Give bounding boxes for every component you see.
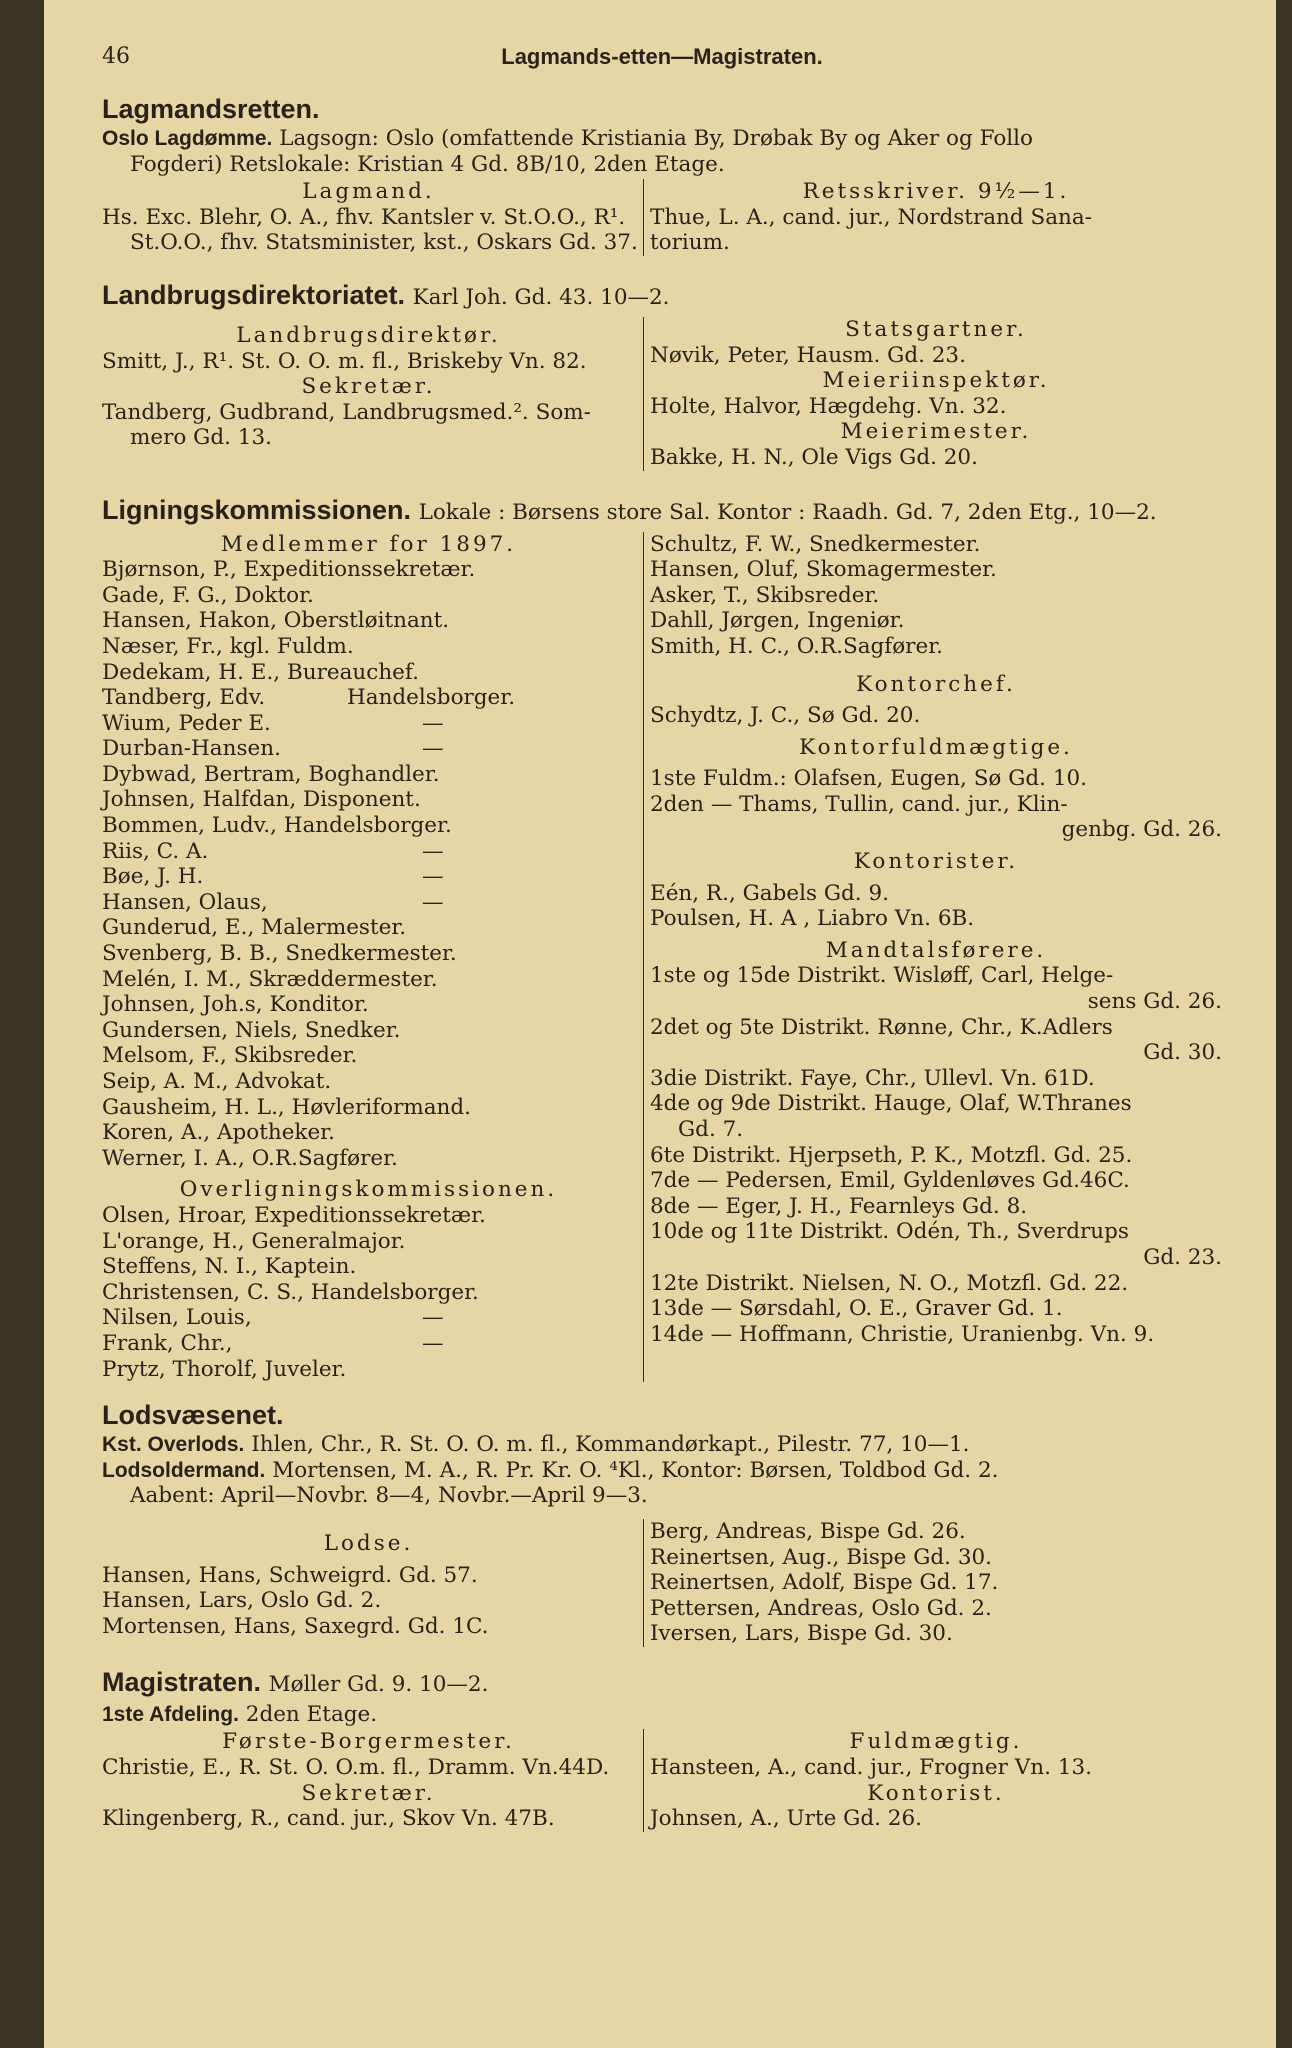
left-column xyxy=(102,179,644,256)
member-name: Melsom, F., Skibsreder. xyxy=(102,1043,358,1069)
member-entry xyxy=(102,1069,635,1095)
member-entry xyxy=(102,787,635,813)
member-name: Prytz, Thorolf, Juveler. xyxy=(102,1356,347,1382)
left-column xyxy=(102,1729,644,1831)
right-column xyxy=(644,1519,1222,1647)
entry-line: 3die Distrikt. Faye, Chr., Ullevl. Vn. 61D. xyxy=(650,1065,1095,1091)
member-entry xyxy=(102,941,635,967)
member-name: L'orange, H., Generalmajor. xyxy=(102,1228,406,1254)
member-name: Næser, Fr., kgl. Fuldm. xyxy=(102,633,354,659)
heading-retsskriver: Retsskriver. 9½—1. xyxy=(802,179,1070,205)
entry-line: Gd. 23. xyxy=(1143,1244,1222,1270)
member-entry xyxy=(102,557,635,583)
member-descriptor: Handelsborger. xyxy=(347,685,516,711)
entry-line: Schydtz, J. C., Sø Gd. 20. xyxy=(650,703,921,729)
member-name: Nilsen, Louis, xyxy=(102,1305,252,1331)
intro-label: Oslo Lagdømme. xyxy=(102,127,273,150)
member-name: Johnsen, Joh.s, Konditor. xyxy=(102,992,369,1018)
member-name: Steffens, N. I., Kaptein. xyxy=(102,1254,357,1280)
heading-meierimester: Meierimester. xyxy=(840,419,1032,445)
entry-line: Smitt, J., R¹. St. O. O. m. fl., Briskeby Vn. 82. xyxy=(102,348,587,374)
overlods-text: Ihlen, Chr., R. St. O. O. m. fl., Kommandørkapt., Pilestr. 77, 10—1. xyxy=(251,1432,970,1458)
member-entry xyxy=(102,915,635,941)
directory-page xyxy=(44,0,1276,2048)
entry-line: Hansen, Hans, Schweigrd. Gd. 57. xyxy=(102,1562,478,1588)
entry-line: Christie, E., R. St. O. O.m. fl., Dramm. Vn.44D. xyxy=(102,1755,610,1781)
member-entry xyxy=(102,583,635,609)
member-name: Dybwad, Bertram, Boghandler. xyxy=(102,761,440,787)
member-name: Frank, Chr., xyxy=(102,1330,233,1356)
member-entry xyxy=(102,890,635,916)
member-entry xyxy=(102,608,635,634)
member-descriptor: — xyxy=(422,1330,444,1356)
entry-line: Poulsen, H. A , Liabro Vn. 6B. xyxy=(650,906,975,932)
entry-line: Gd. 7. xyxy=(678,1117,744,1142)
member-entry xyxy=(102,967,635,993)
member-entry xyxy=(102,1331,635,1357)
entry-line: 4de og 9de Distrikt. Hauge, Olaf, W.Thranes xyxy=(650,1091,1132,1117)
magistraten-title: Magistraten. xyxy=(102,1666,262,1697)
entry-line: Hansen, Lars, Oslo Gd. 2. xyxy=(102,1588,382,1614)
member-entry xyxy=(102,1095,635,1121)
member-name: Koren, A., Apotheker. xyxy=(102,1120,335,1146)
running-header xyxy=(102,38,1222,78)
heading-direktor: Landbrugsdirektør. xyxy=(236,322,501,348)
lagmandsretten-columns xyxy=(102,179,1222,256)
member-entry xyxy=(102,1305,635,1331)
heading-lagmand: Lagmand. xyxy=(302,179,435,205)
landbrug-address: Karl Joh. Gd. 43. 10—2. xyxy=(412,284,670,310)
oldermand-text: Mortensen, M. A., R. Pr. Kr. O. ⁴Kl., Kontor: Børsen, Toldbod Gd. 2. xyxy=(272,1457,999,1483)
member-name: Hansen, Olaus, xyxy=(102,889,268,915)
entry-line: Nøvik, Peter, Hausm. Gd. 23. xyxy=(650,342,966,368)
member-name: Durban-Hansen. xyxy=(102,736,281,762)
entry-line: Schultz, F. W., Snedkermester. xyxy=(650,531,981,557)
right-column xyxy=(644,1729,1222,1831)
member-name: Hansen, Hakon, Oberstløitnant. xyxy=(102,608,450,634)
member-name: Olsen, Hroar, Expeditionssekretær. xyxy=(102,1202,486,1228)
member-entry xyxy=(102,634,635,660)
entry-line: Bakke, H. N., Ole Vigs Gd. 20. xyxy=(650,444,978,470)
entry-line: 10de og 11te Distrikt. Odén, Th., Sverdrups xyxy=(650,1219,1129,1245)
section-title-landbrug xyxy=(102,278,1222,315)
afdeling-label: 1ste Afdeling. xyxy=(102,1702,239,1726)
magistraten-address: Møller Gd. 9. 10—2. xyxy=(268,1671,489,1697)
member-name: Riis, C. A. xyxy=(102,838,209,864)
entry-line: Dahll, Jørgen, Ingeniør. xyxy=(650,608,905,634)
heading-mandtal: Mandtalsførere. xyxy=(825,937,1047,963)
right-column xyxy=(644,532,1222,1383)
member-descriptor: — xyxy=(422,736,444,762)
member-entry xyxy=(102,864,635,890)
member-name: Wium, Peder E. xyxy=(102,710,271,736)
entry-line: Gd. 30. xyxy=(1143,1040,1222,1066)
entry-line: 12te Distrikt. Nielsen, N. O., Motzfl. Gd. 22. xyxy=(650,1270,1129,1296)
heading-meieriinspektor: Meieriinspektør. xyxy=(822,368,1050,394)
entry-line: mero Gd. 13. xyxy=(130,425,272,451)
member-name: Bommen, Ludv., Handelsborger. xyxy=(102,813,452,839)
entry-line: genbg. Gd. 26. xyxy=(1061,817,1222,843)
left-column xyxy=(102,317,644,471)
section-title-magistraten xyxy=(102,1665,1222,1702)
member-name: Seip, A. M., Advokat. xyxy=(102,1069,332,1094)
ligning-columns xyxy=(102,532,1222,1383)
entry-line: Hansen, Oluf, Skomagermester. xyxy=(650,557,997,583)
oldermand-hours: Aabent: April—Novbr. 8—4, Novbr.—April 9—3. xyxy=(130,1483,648,1509)
oslo-lagdomme-intro xyxy=(102,126,1222,152)
members-list xyxy=(102,557,635,1171)
heading-lodse: Lodse. xyxy=(323,1530,414,1556)
mandtal-list xyxy=(650,963,1222,1347)
entry-line: Hs. Exc. Blehr, O. A., fhv. Kantsler v. St.O.O., R¹. xyxy=(102,204,626,230)
entry-line: 1ste og 15de Distrikt. Wisløff, Carl, Helge- xyxy=(650,963,1114,989)
right-members-list xyxy=(650,532,1222,660)
entry-line: Iversen, Lars, Bispe Gd. 30. xyxy=(650,1621,953,1647)
member-entry xyxy=(102,1280,635,1306)
overlods-label: Kst. Overlods. xyxy=(102,1433,245,1457)
afdeling-line xyxy=(102,1702,1222,1728)
section-title-lods: Lodsvæsenet. xyxy=(102,1400,284,1431)
entry-line: Reinertsen, Adolf, Bispe Gd. 17. xyxy=(650,1570,999,1596)
entry-line: 6te Distrikt. Hjerpseth, P. K., Motzfl. Gd. 25. xyxy=(650,1142,1133,1168)
section-title-ligning xyxy=(102,493,1222,530)
member-name: Werner, I. A., O.R.Sagfører. xyxy=(102,1145,398,1171)
entry-line: Tandberg, Gudbrand, Landbrugsmed.². Som- xyxy=(102,399,591,425)
heading-fuldmaegtige: Kontorfuldmægtige. xyxy=(799,734,1073,760)
member-name: Svenberg, B. B., Snedkermester. xyxy=(102,941,457,967)
member-entry xyxy=(102,736,635,762)
page-content xyxy=(102,38,1222,1832)
entry-line: St.O.O., fhv. Statsminister, kst., Oskars Gd. 37. xyxy=(130,230,638,256)
intro-line-2: Fogderi) Retslokale: Kristian 4 Gd. 8B/10, 2den Etage. xyxy=(130,151,725,177)
member-entry xyxy=(102,1043,635,1069)
member-name: Tandberg, Edv. xyxy=(102,685,266,711)
intro-text: Lagsogn: Oslo (omfattende Kristiania By, Drøbak By og Aker og Follo xyxy=(279,126,1033,151)
heading-statsgartner: Statsgartner. xyxy=(845,316,1027,342)
heading-kontorister: Kontorister. xyxy=(853,849,1019,875)
entry-line: 2den — Thams, Tullin, cand. jur., Klin- xyxy=(650,791,1068,817)
heading-borgermester: Første-Borgermester. xyxy=(222,1729,515,1755)
member-name: Dedekam, H. E., Bureauchef. xyxy=(102,659,419,685)
oldermand-label: Lodsoldermand. xyxy=(102,1458,266,1482)
left-column xyxy=(102,1519,644,1647)
member-descriptor: — xyxy=(422,1305,444,1331)
lods-columns xyxy=(102,1519,1222,1647)
ligning-title: Ligningskommissionen. xyxy=(102,494,412,525)
member-entry xyxy=(102,813,635,839)
member-name: Gundersen, Niels, Snedker. xyxy=(102,1017,401,1043)
heading-sekretaer: Sekretær. xyxy=(301,374,436,400)
magistraten-columns xyxy=(102,1729,1222,1831)
overlods-line xyxy=(102,1432,1222,1458)
right-column xyxy=(644,179,1222,256)
member-entry xyxy=(102,1120,635,1146)
heading-kontorist: Kontorist. xyxy=(867,1780,1005,1806)
member-name: Bjørnson, P., Expeditionssekretær. xyxy=(102,557,476,583)
member-entry xyxy=(102,1146,635,1172)
heading-sekretaer: Sekretær. xyxy=(301,1780,436,1806)
member-name: Johnsen, Halfdan, Disponent. xyxy=(102,787,421,813)
member-entry xyxy=(102,1229,635,1255)
member-entry xyxy=(102,660,635,686)
landbrug-title: Landbrugsdirektoriatet. xyxy=(102,279,406,310)
entry-line: 13de — Sørsdahl, O. E., Graver Gd. 1. xyxy=(650,1296,1063,1322)
member-name: Gausheim, H. L., Høvleriformand. xyxy=(102,1094,471,1120)
member-name: Melén, I. M., Skræddermester. xyxy=(102,966,438,992)
member-entry xyxy=(102,685,635,711)
member-descriptor: — xyxy=(422,864,444,890)
page-number: 46 xyxy=(102,44,130,69)
entry-line: 1ste Fuldm.: Olafsen, Eugen, Sø Gd. 10. xyxy=(650,766,1088,792)
member-descriptor: — xyxy=(422,838,444,864)
entry-line: Reinertsen, Aug., Bispe Gd. 30. xyxy=(650,1544,993,1570)
member-entry xyxy=(102,762,635,788)
heading-overligning: Overligningskommissionen. xyxy=(179,1177,558,1203)
landbrug-columns xyxy=(102,317,1222,471)
member-name: Bøe, J. H. xyxy=(102,864,204,890)
member-entry xyxy=(102,711,635,737)
member-descriptor: — xyxy=(422,889,444,915)
member-name: Christensen, C. S., Handelsborger. xyxy=(102,1279,479,1305)
overligning-list xyxy=(102,1203,635,1382)
entry-line: 2det og 5te Distrikt. Rønne, Chr., K.Adlers xyxy=(650,1014,1113,1040)
heading-fuldmaegtig: Fuldmægtig. xyxy=(849,1729,1023,1755)
entry-line: sens Gd. 26. xyxy=(1087,989,1222,1015)
entry-line: torium. xyxy=(650,230,730,256)
heading-kontorchef: Kontorchef. xyxy=(856,671,1016,697)
entry-line: Klingenberg, R., cand. jur., Skov Vn. 47B. xyxy=(102,1806,555,1832)
member-descriptor: — xyxy=(422,710,444,736)
section-title-lagmandsretten: Lagmandsretten. xyxy=(102,94,320,124)
heading-members: Medlemmer for 1897. xyxy=(220,531,517,557)
member-entry xyxy=(102,1203,635,1229)
member-entry xyxy=(102,1357,635,1383)
member-entry xyxy=(102,1018,635,1044)
entry-line: Smith, H. C., O.R.Sagfører. xyxy=(650,633,943,659)
entry-line: Eén, R., Gabels Gd. 9. xyxy=(650,880,889,906)
entry-line: Asker, T., Skibsreder. xyxy=(650,582,880,608)
afdeling-text: 2den Etage. xyxy=(245,1701,378,1727)
left-column xyxy=(102,532,644,1383)
right-column xyxy=(644,317,1222,471)
member-entry xyxy=(102,839,635,865)
member-entry xyxy=(102,1254,635,1280)
entry-line: Holte, Halvor, Hægdehg. Vn. 32. xyxy=(650,393,1007,419)
entry-line: 14de — Hoffmann, Christie, Uranienbg. Vn. 9. xyxy=(650,1321,1155,1347)
entry-line: 8de — Eger, J. H., Fearnleys Gd. 8. xyxy=(650,1193,1028,1219)
oldermand-line xyxy=(102,1458,1222,1484)
entry-line: Johnsen, A., Urte Gd. 26. xyxy=(650,1806,922,1832)
entry-line: Thue, L. A., cand. jur., Nordstrand Sana- xyxy=(650,204,1092,230)
ligning-address: Lokale : Børsens store Sal. Kontor : Raadh. Gd. 7, 2den Etg., 10—2. xyxy=(418,499,1157,525)
entry-line: Pettersen, Andreas, Oslo Gd. 2. xyxy=(650,1595,992,1621)
entry-line: Mortensen, Hans, Saxegrd. Gd. 1C. xyxy=(102,1613,489,1639)
member-entry xyxy=(102,992,635,1018)
entry-line: 7de — Pedersen, Emil, Gyldenløves Gd.46C. xyxy=(650,1168,1130,1194)
member-name: Gunderud, E., Malermester. xyxy=(102,915,407,941)
running-title: Lagmands‑etten—Magistraten. xyxy=(501,44,823,69)
entry-line: Hansteen, A., cand. jur., Frogner Vn. 13. xyxy=(650,1755,1092,1781)
member-name: Gade, F. G., Doktor. xyxy=(102,582,314,608)
entry-line: Berg, Andreas, Bispe Gd. 26. xyxy=(650,1518,966,1544)
